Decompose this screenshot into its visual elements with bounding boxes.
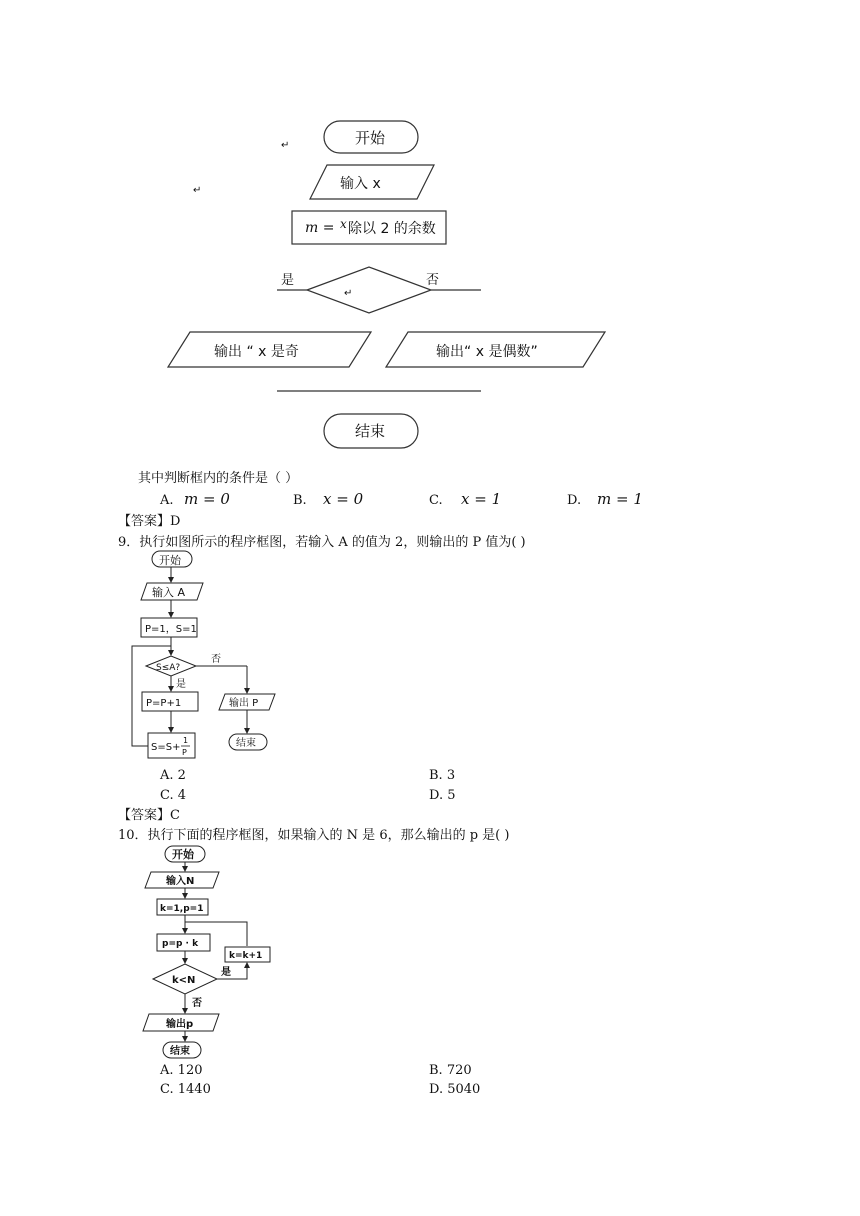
q8-option-b-text: x = 0 — [323, 490, 364, 508]
q9-option-d-letter: D. — [429, 788, 444, 803]
fc2-s-step-den: P — [182, 748, 187, 757]
q9-option-c-letter: C. — [160, 788, 174, 803]
fc3-step-label: p=p · k — [162, 939, 199, 949]
fc1-start-label: 开始 — [355, 129, 386, 147]
fc3-start-label: 开始 — [172, 848, 194, 861]
q10-option-b-letter: B. — [429, 1063, 443, 1078]
fc2-s-step-num: 1 — [183, 736, 189, 745]
fc1-no-label: 否 — [426, 273, 440, 288]
fc2-no-label: 否 — [211, 654, 221, 665]
q10-option-d — [429, 1082, 480, 1098]
q8-option-d-text: m = 1 — [597, 490, 643, 508]
q9-option-a-text: 2 — [177, 768, 186, 783]
q10-option-b — [429, 1063, 472, 1079]
fc1-return-mark: ↵ — [344, 288, 353, 299]
q9-option-d-text: 5 — [447, 788, 456, 803]
fc1-process-lhs: m = — [305, 220, 335, 236]
fc1-return-mark: ↵ — [281, 140, 290, 151]
q8-option-c-text: x = 1 — [461, 490, 502, 508]
q9-stem: 9．执行如图所示的程序框图，若输入 A 的值为 2，则输出的 P 值为( ) — [118, 535, 526, 550]
fc1-yes-label: 是 — [281, 273, 295, 288]
q8-option-a-letter: A. — [160, 493, 174, 508]
q10-option-b-text: 720 — [446, 1063, 472, 1078]
q9-option-a-letter: A. — [160, 768, 174, 783]
q8-option-b-letter: B. — [293, 493, 307, 508]
q10-option-c-letter: C. — [160, 1082, 174, 1097]
q8-option-c-letter: C. — [429, 493, 443, 508]
fc3-init-label: k=1,p=1 — [160, 904, 204, 914]
q8-option-a-text: m = 0 — [184, 490, 230, 508]
q10-option-c-text: 1440 — [177, 1082, 211, 1097]
fc2-init-label: P=1，S=1 — [145, 624, 197, 635]
q9-option-c-text: 4 — [177, 788, 187, 803]
q10-option-d-letter: D. — [429, 1082, 444, 1097]
q8-stem: 其中判断框内的条件是（ ） — [138, 471, 299, 486]
q10-option-a-text: 120 — [177, 1063, 203, 1078]
fc2-output-label: 输出 P — [229, 698, 259, 709]
fc1-process-rhs: 除以 2 的余数 — [348, 221, 436, 237]
fc2-input-label: 输入 A — [152, 586, 186, 599]
fc2-yes-label: 是 — [176, 679, 186, 690]
q10-option-a-letter: A. — [160, 1063, 174, 1078]
fc3-yes-label: 是 — [221, 967, 231, 978]
q8-answer: 【答案】D — [118, 514, 181, 529]
fc3-input-label: 输入N — [166, 876, 195, 887]
q9-option-b-letter: B. — [429, 768, 443, 783]
q9-answer: 【答案】C — [118, 808, 180, 823]
fc1-return-mark: ↵ — [193, 185, 202, 196]
q10-stem: 10．执行下面的程序框图，如果输入的 N 是 6，那么输出的 p 是( ) — [118, 828, 510, 843]
q9-option-b-text: 3 — [446, 768, 456, 783]
fc2-p-step-label: P=P+1 — [146, 698, 182, 709]
fc1-output-even-label: 输出“ x 是偶数” — [436, 344, 538, 360]
fc3-decision-label: k<N — [172, 975, 196, 986]
fc3-inc-label: k=k+1 — [229, 951, 263, 961]
fc2-s-step-prefix: S=S+ — [151, 742, 181, 753]
fc2-start-label: 开始 — [159, 554, 181, 567]
fc1-process-var: x — [340, 217, 347, 231]
fc3-output-label: 输出p — [166, 1019, 194, 1030]
fc1-input-label: 输入 x — [340, 176, 381, 192]
fc3-end-label: 结束 — [170, 1046, 190, 1057]
q10-option-a — [160, 1063, 203, 1079]
q10-option-d-text: 5040 — [447, 1082, 481, 1097]
fc2-end-label: 结束 — [236, 738, 256, 749]
fc2-decision-label: S≤A? — [156, 663, 181, 673]
fc1-end-label: 结束 — [355, 422, 386, 440]
q8-option-d-letter: D. — [567, 493, 582, 508]
q10-option-c — [160, 1082, 211, 1098]
fc3-no-label: 否 — [192, 998, 202, 1009]
fc1-output-odd-label: 输出 “ x 是奇 — [214, 344, 299, 360]
